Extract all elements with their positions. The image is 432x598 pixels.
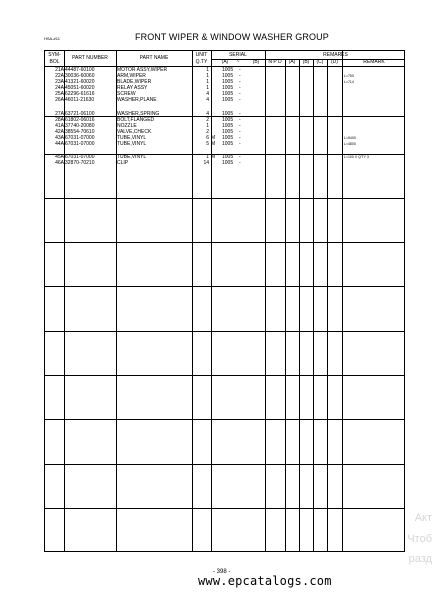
- row-quantity: 2: [206, 117, 209, 123]
- row-serial-dash: -: [239, 141, 241, 147]
- row-part-name: RELAY ASSY: [117, 85, 148, 91]
- parts-table: [44, 50, 405, 552]
- row-part-name: MOTOR ASSY,WIPER: [117, 67, 168, 73]
- watermark-line-3: разд: [408, 553, 432, 565]
- header-serial-a: (A): [221, 59, 229, 65]
- header-part-name: PART NAME: [139, 55, 169, 61]
- header-rem-d: (D): [331, 59, 338, 65]
- row-quantity: 2: [206, 129, 209, 135]
- row-serial-from: 1005: [222, 154, 234, 160]
- row-serial-dash: -: [239, 129, 241, 135]
- row-remark: L=750: [344, 74, 354, 78]
- row-divider: [45, 419, 404, 420]
- header-qty: Q.TY: [195, 59, 208, 65]
- row-symbol: 23A: [55, 79, 64, 85]
- row-quantity: 4: [206, 97, 209, 103]
- row-divider: [45, 242, 404, 243]
- row-quantity: 1: [206, 73, 209, 79]
- header-symbol-2: BOL: [49, 59, 60, 65]
- watermark-line-2: Чтоб: [407, 533, 432, 545]
- row-serial-dash: -: [239, 160, 241, 166]
- row-part-number: 45051-60020: [65, 85, 95, 91]
- row-serial-dash: -: [239, 123, 241, 129]
- document-code: HSA-#11: [44, 36, 60, 41]
- table-row: [45, 161, 404, 166]
- header-rem-c: (C): [316, 59, 324, 65]
- row-part-name: WASHER,PLANE: [117, 97, 157, 103]
- row-serial-from: 1005: [222, 91, 234, 97]
- row-remark: L=5400: [344, 136, 356, 140]
- row-serial-from: 1005: [222, 141, 234, 147]
- row-part-name: BLADE,WIPER: [117, 79, 152, 85]
- row-quantity: 5: [206, 141, 209, 147]
- header-remarks: REMARKS: [323, 52, 348, 58]
- row-part-name: ARM,WIPER: [117, 73, 146, 79]
- row-part-name: SCREW: [117, 91, 136, 97]
- row-part-number: 38554-70610: [65, 129, 95, 135]
- row-part-number: 32870-70210: [65, 160, 95, 166]
- row-unit: M: [211, 154, 216, 160]
- row-symbol: 27A: [55, 111, 64, 117]
- row-part-number: 37740-20080: [65, 123, 95, 129]
- row-part-name: TUBE,VINYL: [117, 135, 147, 141]
- table-row: [45, 142, 404, 147]
- page-number: - 398 -: [213, 569, 231, 575]
- row-symbol: 45A: [55, 154, 64, 160]
- row-serial-dash: -: [239, 135, 241, 141]
- row-quantity: 1: [206, 154, 209, 160]
- row-part-name: VALVE,CHECK: [117, 129, 152, 135]
- row-divider: [45, 375, 404, 376]
- row-quantity: 1: [206, 85, 209, 91]
- row-symbol: 26A: [55, 97, 64, 103]
- row-serial-dash: -: [239, 67, 241, 73]
- header-remark: REMARK: [363, 59, 385, 65]
- row-serial-from: 1005: [222, 85, 234, 91]
- row-part-name: NOZZLE: [117, 123, 137, 129]
- row-quantity: 1: [206, 79, 209, 85]
- row-part-number: 63721-06100: [65, 111, 95, 117]
- row-symbol: 21A: [55, 67, 64, 73]
- row-serial-from: 1005: [222, 123, 234, 129]
- row-remark: L=100 X Q'TY 3: [344, 155, 369, 159]
- row-serial-dash: -: [239, 117, 241, 123]
- row-quantity: 1: [206, 67, 209, 73]
- row-quantity: 4: [206, 91, 209, 97]
- row-part-number: 30036-60060: [65, 73, 95, 79]
- row-symbol: 25A: [55, 91, 64, 97]
- row-symbol: 46A: [55, 160, 64, 166]
- row-serial-dash: -: [239, 154, 241, 160]
- row-symbol: 24A: [55, 85, 64, 91]
- row-divider: [45, 331, 404, 332]
- row-serial-from: 1005: [222, 97, 234, 103]
- row-part-name: BOLT,FLANGED: [117, 117, 155, 123]
- row-symbol: 41A: [55, 123, 64, 129]
- row-quantity: 1: [206, 123, 209, 129]
- row-divider: [45, 508, 404, 509]
- row-divider: [45, 286, 404, 287]
- row-quantity: 4: [206, 111, 209, 117]
- row-divider: [45, 198, 404, 199]
- row-symbol: 28A: [55, 117, 64, 123]
- row-unit: M: [211, 135, 216, 141]
- row-serial-dash: -: [239, 73, 241, 79]
- row-part-number: 62296-61616: [65, 91, 95, 97]
- header-unit: UNIT: [195, 52, 208, 58]
- header-part-number: PART NUMBER: [72, 55, 108, 61]
- page-title: FRONT WIPER & WINDOW WASHER GROUP: [135, 32, 329, 42]
- row-part-number: 61802-06016: [65, 117, 95, 123]
- watermark-line-1: Акт: [414, 512, 432, 524]
- row-serial-dash: -: [239, 111, 241, 117]
- row-serial-dash: -: [239, 79, 241, 85]
- header-rem-b: (B): [302, 59, 310, 65]
- row-quantity: 6: [206, 135, 209, 141]
- row-serial-from: 1005: [222, 111, 234, 117]
- row-quantity: 14: [203, 160, 209, 166]
- header-rem-a: (A): [288, 59, 296, 65]
- row-part-number: 44487-60100: [65, 67, 95, 73]
- header-symbol: SYM-: [48, 52, 61, 58]
- row-part-number: 67031-07000: [65, 154, 95, 160]
- row-symbol: 43A: [55, 135, 64, 141]
- row-serial-from: 1005: [222, 160, 234, 166]
- row-serial-from: 1005: [222, 73, 234, 79]
- row-symbol: 42A: [55, 129, 64, 135]
- row-serial-dash: -: [239, 91, 241, 97]
- row-divider: [45, 464, 404, 465]
- row-serial-from: 1005: [222, 135, 234, 141]
- row-remark: L=4800: [344, 142, 356, 146]
- row-part-name: WASHER,SPRING: [117, 111, 160, 117]
- row-serial-dash: -: [239, 85, 241, 91]
- row-part-name: TUBE,VINYL: [117, 141, 147, 147]
- header-npd: N P D: [268, 59, 282, 65]
- row-part-name: CLIP: [117, 160, 129, 166]
- row-symbol: 22A: [55, 73, 64, 79]
- table-row: [45, 98, 404, 103]
- row-serial-from: 1005: [222, 67, 234, 73]
- row-part-number: 67031-07000: [65, 141, 95, 147]
- row-part-number: 46011-21630: [65, 97, 95, 103]
- row-part-number: 41321-60020: [65, 79, 95, 85]
- header-serial-b: (B): [252, 59, 260, 65]
- row-part-name: TUBE,VINYL: [117, 154, 147, 160]
- row-symbol: 44A: [55, 141, 64, 147]
- row-remark: L=714: [344, 80, 354, 84]
- row-part-number: 67031-07000: [65, 135, 95, 141]
- row-serial-dash: -: [239, 97, 241, 103]
- row-unit: M: [211, 141, 216, 147]
- header-serial-tilde: ~: [236, 59, 240, 65]
- footer-url: www.epcatalogs.com: [198, 574, 332, 588]
- header-serial: SERIAL: [229, 52, 247, 58]
- row-serial-from: 1005: [222, 117, 234, 123]
- row-serial-from: 1005: [222, 129, 234, 135]
- row-serial-from: 1005: [222, 79, 234, 85]
